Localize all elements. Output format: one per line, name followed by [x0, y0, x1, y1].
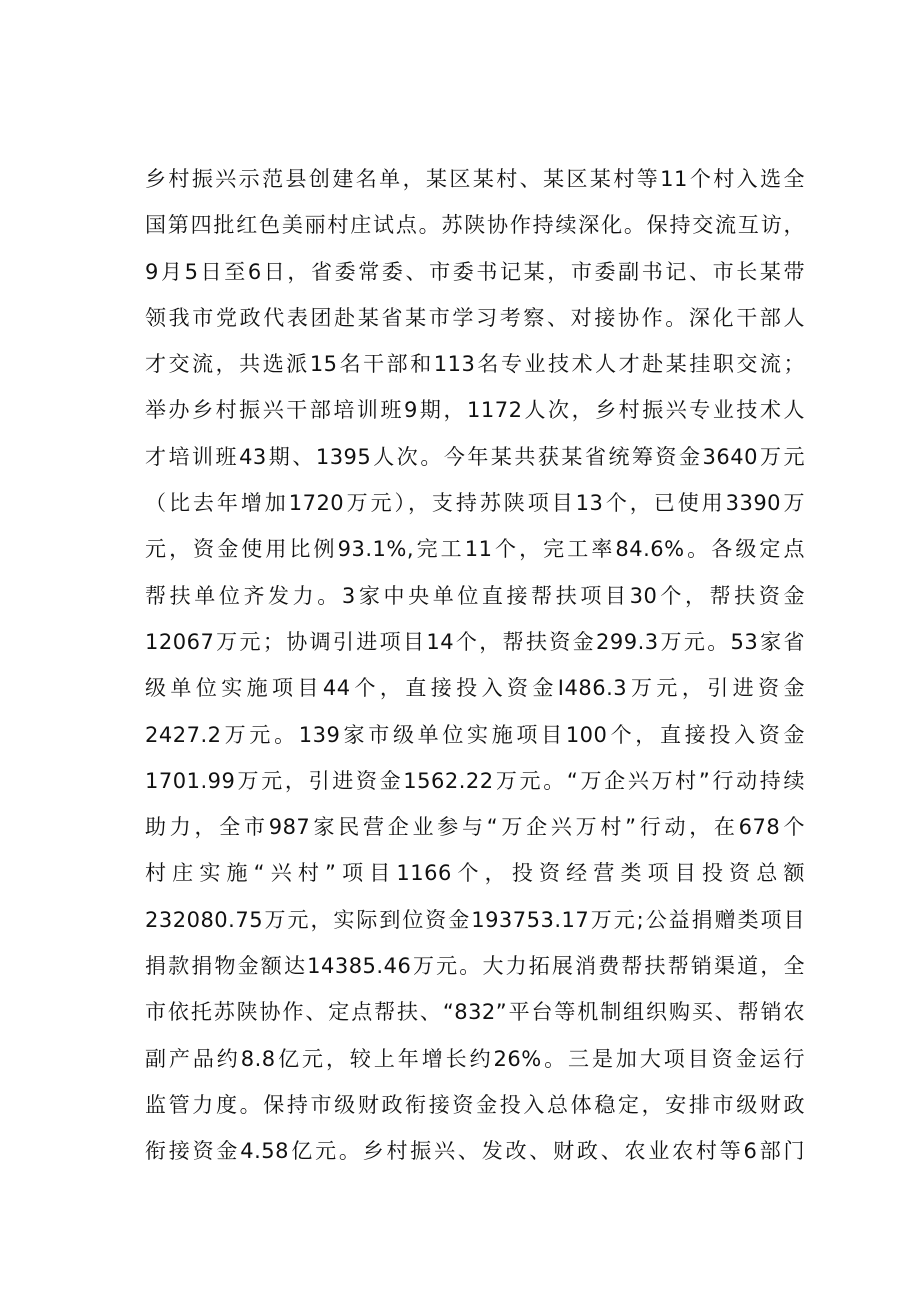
text-line: 232080.75万元，实际到位资金193753.17万元;公益捐赠类项目: [145, 907, 805, 932]
text-line: 2427.2万元。139家市级单位实施项目100个，直接投入资金: [145, 722, 805, 747]
text-line: 12067万元；协调引进项目14个，帮扶资金299.3万元。53家省: [145, 629, 805, 654]
text-line: 村庄实施“兴村”项目1166个，投资经营类项目投资总额: [145, 861, 805, 886]
text-line: 国第四批红色美丽村庄试点。苏陕协作持续深化。保持交流互访，: [145, 213, 805, 238]
text-line: 举办乡村振兴干部培训班9期，1172人次，乡村振兴专业技术人: [145, 398, 805, 423]
text-line: 捐款捐物金额达14385.46万元。大力拓展消费帮扶帮销渠道，全: [145, 954, 805, 979]
text-line: 9月5日至6日，省委常委、市委书记某，市委副书记、市长某带: [145, 259, 805, 284]
text-line: 助力，全市987家民营企业参与“万企兴万村”行动，在678个: [145, 815, 805, 840]
text-line: 乡村振兴示范县创建名单，某区某村、某区某村等11个村入选全: [145, 167, 805, 191]
text-line: 帮扶单位齐发力。3家中央单位直接帮扶项目30个，帮扶资金: [145, 583, 805, 608]
text-line: 1701.99万元，引进资金1562.22万元。“万企兴万村”行动持续: [145, 768, 805, 793]
text-line: 元，资金使用比例93.1%,完工11个，完工率84.6%。各级定点: [145, 537, 805, 562]
body-paragraph: [145, 156, 805, 1175]
text-line: （比去年增加1720万元），支持苏陕项目13个，已使用3390万: [145, 491, 805, 516]
text-line: 才培训班43期、1395人次。今年某共获某省统筹资金3640万元: [145, 444, 805, 469]
text-line: 副产品约8.8亿元，较上年增长约26%。三是加大项目资金运行: [145, 1046, 805, 1071]
text-line: 才交流，共选派15名干部和113名专业技术人才赴某挂职交流；: [145, 352, 805, 377]
text-line: 级单位实施项目44个，直接投入资金I486.3万元，引进资金: [145, 676, 805, 701]
text-line: 衔接资金4.58亿元。乡村振兴、发改、财政、农业农村等6部门: [145, 1139, 805, 1164]
text-line: 市依托苏陕协作、定点帮扶、“832”平台等机制组织购买、帮销农: [145, 1000, 805, 1025]
text-line: 领我市党政代表团赴某省某市学习考察、对接协作。深化干部人: [145, 305, 805, 330]
text-line: 监管力度。保持市级财政衔接资金投入总体稳定，安排市级财政: [145, 1092, 805, 1117]
